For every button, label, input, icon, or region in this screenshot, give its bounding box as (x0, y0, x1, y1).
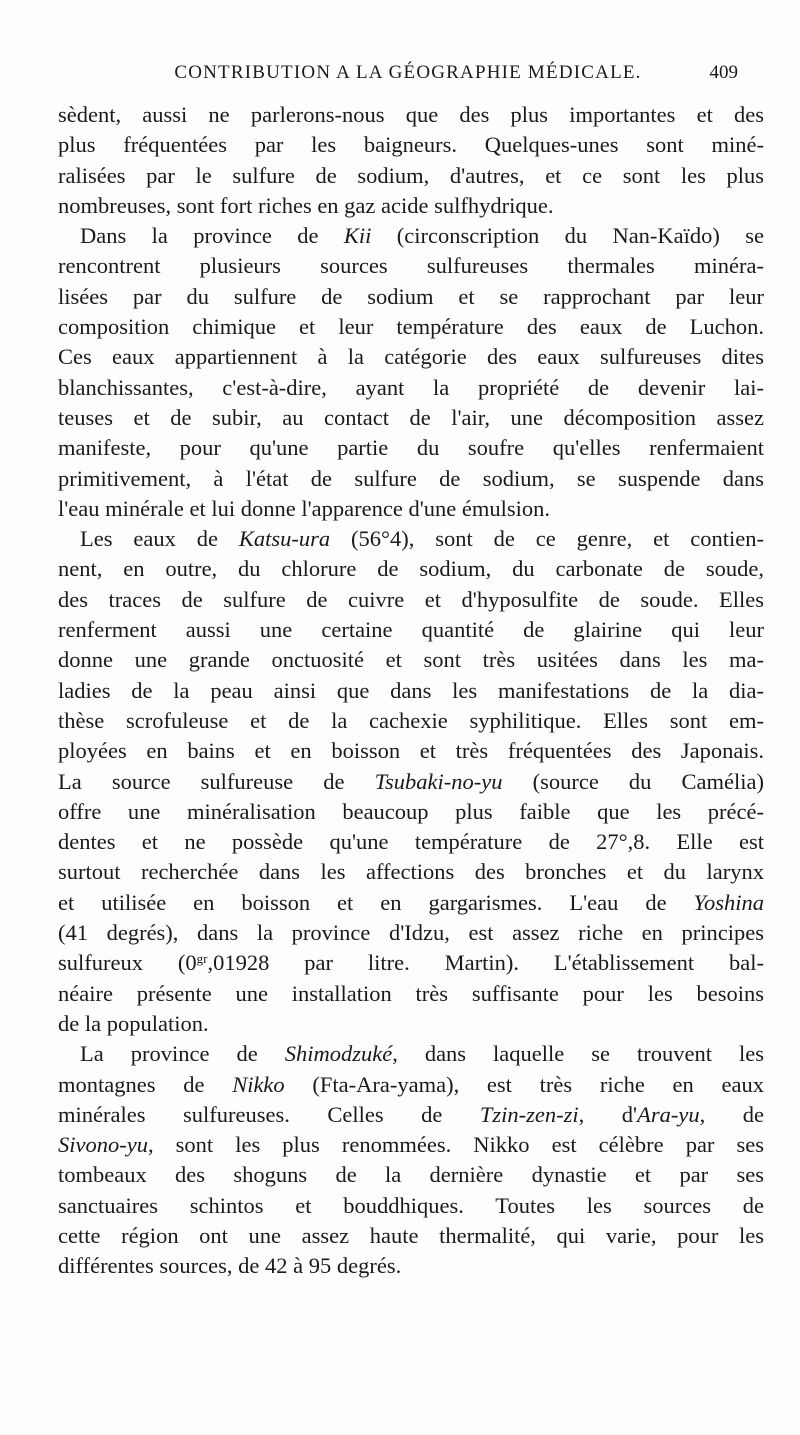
text-segment: offre une minéralisation beaucoup plus faible que les précé- (58, 798, 764, 824)
text-segment: surtout recherchée dans les affections des bronches et du larynx (58, 859, 764, 885)
header-title: CONTRIBUTION A LA GÉOGRAPHIE MÉDICALE. (174, 62, 642, 83)
italic-term: Nikko (232, 1071, 285, 1097)
text-line (58, 797, 764, 827)
text-line (58, 948, 764, 978)
text-segment: des traces de sulfure de cuivre et d'hyposulfite de soude. Elles (58, 586, 764, 612)
text-line (58, 888, 764, 918)
text-line (58, 554, 764, 584)
text-segment: , d' (578, 1101, 638, 1127)
text-segment: sèdent, aussi ne parlerons-nous que des plus importantes et des (58, 102, 764, 127)
italic-term: Sivono-yu (58, 1132, 148, 1158)
running-header (58, 62, 750, 92)
text-segment: (Fta-Ara-yama), est très riche en eaux (284, 1071, 764, 1097)
text-segment: thèse scrofuleuse et de la cachexie syphilitique. Elles sont em- (58, 707, 764, 733)
text-segment: composition chimique et leur température des eaux de Luchon. (58, 314, 764, 340)
text-segment: Les eaux de (80, 526, 239, 552)
text-line (58, 191, 764, 221)
text-segment: , dans laquelle se trouvent les (392, 1041, 764, 1067)
text-line (58, 282, 764, 312)
text-segment: , de (699, 1101, 764, 1127)
text-line (58, 615, 764, 645)
text-line (58, 464, 764, 494)
text-line (58, 585, 764, 615)
text-segment: dentes et ne possède qu'une température de 27°,8. Elle est (58, 829, 764, 855)
text-segment: La source sulfureuse de (58, 768, 375, 794)
italic-term: Tzin-zen-zi (479, 1101, 579, 1127)
page-number: 409 (709, 62, 738, 83)
text-segment: tombeaux des shoguns de la dernière dynastie et par ses (58, 1162, 764, 1188)
text-segment: sulfureux (0 (58, 950, 197, 976)
text-segment: lisées par du sulfure de sodium et se rapprochant par leur (58, 283, 764, 309)
text-line (58, 161, 764, 191)
text-segment: plus fréquentées par les baigneurs. Quelques-unes sont miné- (58, 132, 764, 158)
text-line (58, 403, 764, 433)
text-segment: nent, en outre, du chlorure de sodium, du carbonate de soude, (58, 556, 764, 582)
text-line (58, 1070, 764, 1100)
text-line (58, 221, 764, 251)
text-segment: (circonscription du Nan-Kaïdo) se (371, 223, 764, 249)
text-line (58, 100, 764, 130)
text-line (58, 918, 764, 948)
text-segment: (source du Camélia) (502, 768, 764, 794)
text-segment: , sont les plus renommées. Nikko est célèbre par ses (147, 1132, 764, 1158)
text-line (58, 494, 764, 524)
text-segment: primitivement, à l'état de sulfure de sodium, se suspende dans (58, 465, 764, 491)
text-segment: ,01928 par litre. Martin). L'établissement bal- (207, 950, 764, 976)
italic-term: Yoshina (693, 889, 764, 915)
text-line (58, 706, 764, 736)
italic-term: Katsu-ura (238, 526, 331, 552)
text-line (58, 1009, 764, 1039)
text-line (58, 979, 764, 1009)
text-line (58, 1251, 764, 1281)
text-line (58, 676, 764, 706)
text-line (58, 1039, 764, 1069)
text-line (58, 251, 764, 281)
text-line (58, 827, 764, 857)
text-segment: montagnes de (58, 1071, 233, 1097)
text-segment: différentes sources, de 42 à 95 degrés. (58, 1253, 402, 1279)
text-segment: rencontrent plusieurs sources sulfureuses thermales minéra- (58, 253, 764, 279)
text-segment: (56°4), sont de ce genre, et contien- (330, 526, 764, 552)
italic-term: Shimodzuké (284, 1041, 393, 1067)
text-segment: néaire présente une installation très suffisante pour les besoins (58, 980, 764, 1006)
text-line (58, 1221, 764, 1251)
text-segment: donne une grande onctuosité et sont très usitées dans les ma- (58, 647, 764, 673)
text-segment: de la population. (58, 1010, 209, 1036)
superscript: gr (196, 951, 208, 967)
text-line (58, 130, 764, 160)
text-segment: manifeste, pour qu'une partie du soufre qu'elles renfermaient (58, 435, 764, 461)
text-line (58, 1100, 764, 1130)
text-segment: et utilisée en boisson et en gargarismes. L'eau de (58, 889, 694, 915)
text-segment: (41 degrés), dans la province d'Idzu, est assez riche en principes (58, 920, 764, 946)
text-segment: renferment aussi une certaine quantité de glairine qui leur (58, 617, 764, 643)
text-segment: nombreuses, sont fort riches en gaz acide sulfhydrique. (58, 192, 554, 218)
text-line (58, 312, 764, 342)
text-segment: Ces eaux appartiennent à la catégorie des eaux sulfureuses dites (58, 344, 764, 370)
text-line (58, 373, 764, 403)
text-segment: cette région ont une assez haute thermalité, qui varie, pour les (58, 1222, 764, 1248)
text-line (58, 857, 764, 887)
text-line (58, 767, 764, 797)
text-segment: teuses et de subir, au contact de l'air, une décomposition assez (58, 404, 764, 430)
italic-term: Kii (343, 223, 372, 249)
text-line (58, 736, 764, 766)
text-line (58, 1191, 764, 1221)
text-line (58, 645, 764, 675)
text-segment: blanchissantes, c'est-à-dire, ayant la propriété de devenir lai- (58, 374, 764, 400)
text-line (58, 433, 764, 463)
text-line (58, 1130, 764, 1160)
text-segment: ladies de la peau ainsi que dans les manifestations de la dia- (58, 677, 764, 703)
text-line (58, 1160, 764, 1190)
text-segment: sanctuaires schintos et bouddhiques. Toutes les sources de (58, 1192, 764, 1218)
text-segment: Dans la province de (80, 223, 344, 249)
text-line (58, 342, 764, 372)
body-text (58, 100, 764, 1282)
text-segment: La province de (80, 1041, 285, 1067)
text-segment: minérales sulfureuses. Celles de (58, 1101, 480, 1127)
text-segment: l'eau minérale et lui donne l'apparence d'une émulsion. (58, 495, 550, 521)
text-segment: ployées en bains et en boisson et très fréquentées des Japonais. (58, 738, 764, 764)
italic-term: Tsubaki-no-yu (374, 768, 503, 794)
text-line (58, 524, 764, 554)
text-segment: ralisées par le sulfure de sodium, d'autres, et ce sont les plus (58, 162, 764, 188)
italic-term: Ara-yu (637, 1101, 700, 1127)
